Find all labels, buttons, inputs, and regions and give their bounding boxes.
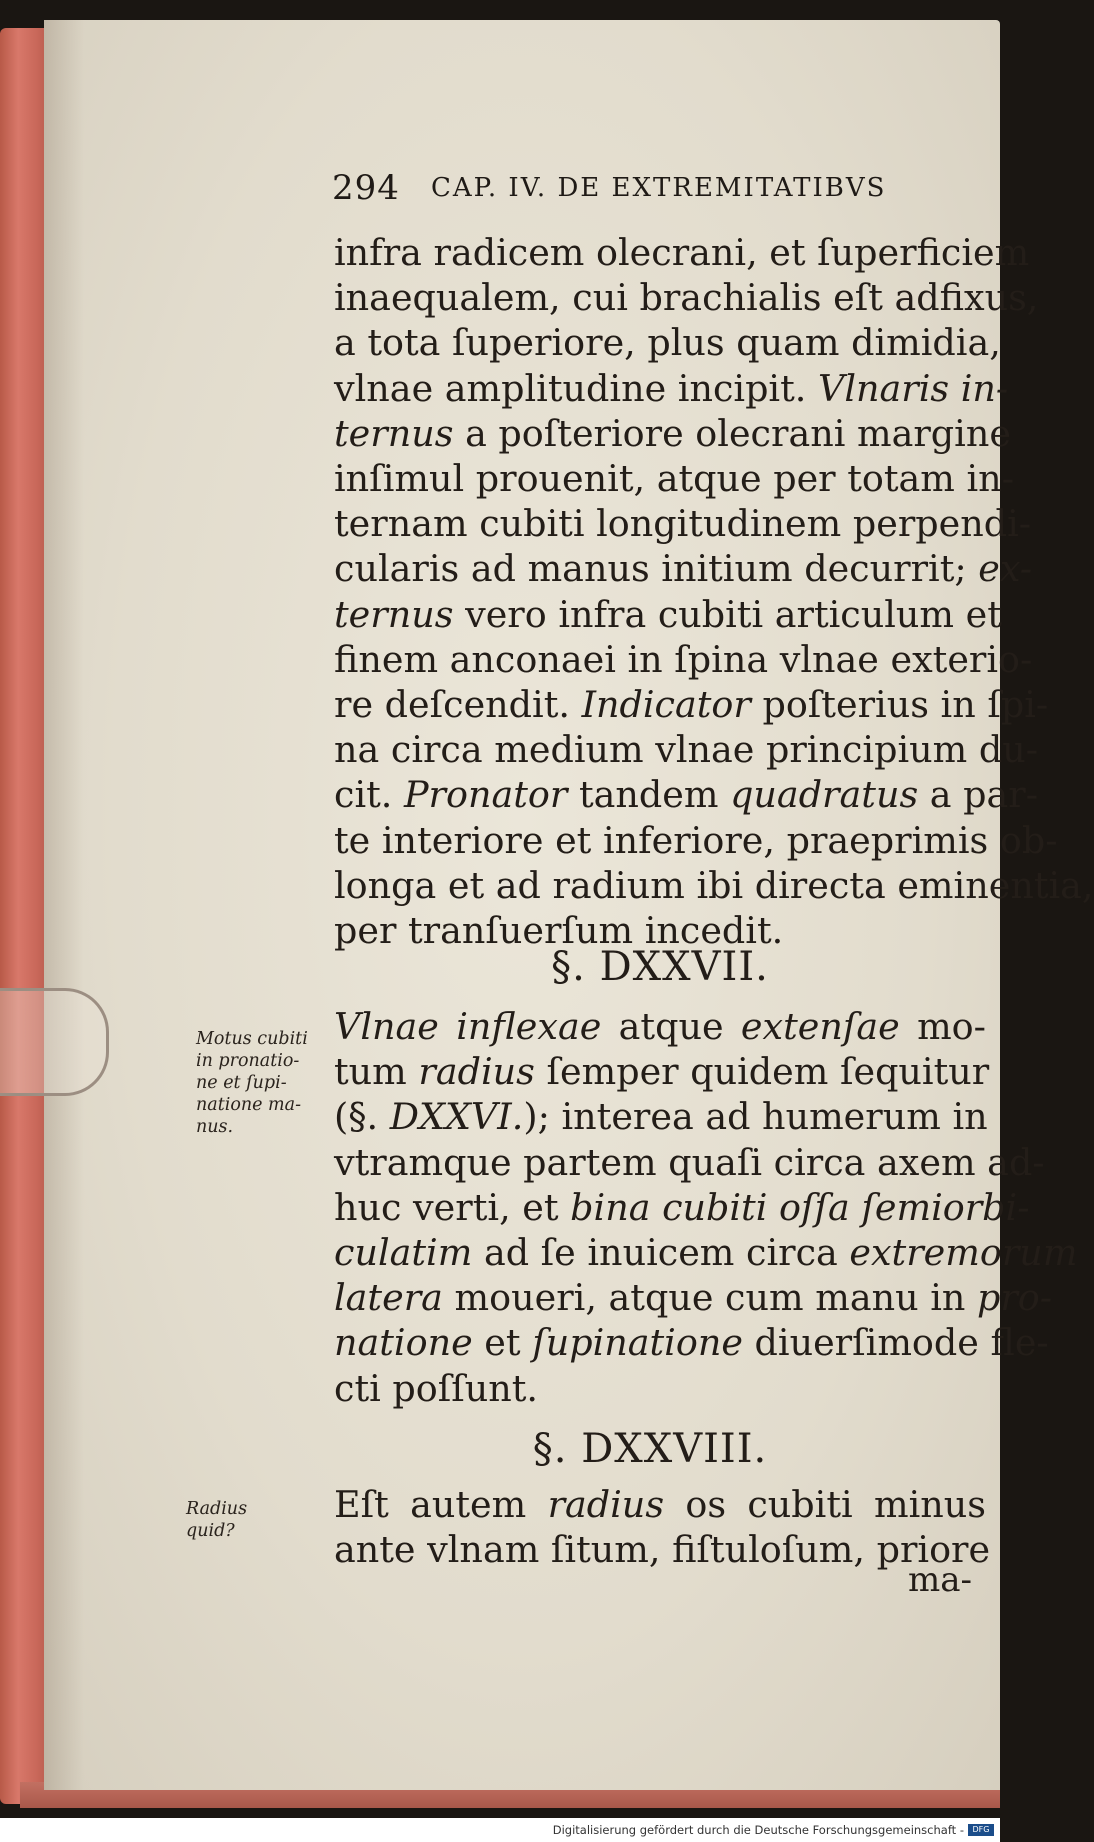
paragraph-1-line: per tranſuerſum incedit.: [334, 909, 784, 953]
italic-term: Pronator: [404, 773, 568, 817]
running-head: [332, 168, 972, 218]
paragraph-528-line: Eſt autem radius os cubiti minus: [334, 1483, 986, 1526]
footer-bar: [0, 1818, 1000, 1842]
italic-term: radius: [418, 1050, 535, 1094]
paragraph-527-line: latera moueri, atque cum manu in pro-: [334, 1276, 1053, 1320]
italic-term: Vlnae inflexae: [334, 1005, 602, 1048]
catchword: ma-: [908, 1560, 972, 1600]
italic-term: culatim: [334, 1231, 473, 1275]
section-heading-527: §. DXXVII.: [551, 944, 769, 990]
paragraph-527: [334, 1004, 1078, 1411]
italic-term: natione: [334, 1321, 473, 1365]
paragraph-1-line: finem anconaei in ſpina vlnae exterio-: [334, 637, 1033, 681]
italic-term: radius: [547, 1483, 665, 1526]
italic-term: bina cubiti oſſa ſemiorbi-: [570, 1185, 1030, 1229]
paragraph-527-line: tum radius ſemper quidem ſequitur: [334, 1050, 990, 1094]
marginal-note-528: [186, 1498, 322, 1542]
italic-term: Vlnaris in-: [817, 366, 1009, 410]
chapter-title: CAP. IV. DE EXTREMITATIBVS: [431, 173, 887, 203]
paragraph-1-line: cit. Pronator tandem quadratus a par-: [334, 773, 1039, 817]
page-number: 294: [332, 168, 400, 208]
footer-credit: Digitalisierung gefördert durch die Deutsche Forschungsgemeinschaft -: [552, 1823, 964, 1837]
marginal-note-line: Motus cubiti: [196, 1029, 308, 1049]
section-heading-528: §. DXXVIII.: [532, 1426, 768, 1472]
paragraph-527-line: (§. DXXVI.); interea ad humerum in: [334, 1095, 988, 1139]
marginal-note-line: in pronatio-: [196, 1051, 300, 1071]
italic-term: quadratus: [730, 773, 919, 817]
paragraph-1-line: inaequalem, cui brachialis eſt adfixus,: [334, 276, 1039, 320]
italic-term: pro-: [976, 1276, 1053, 1320]
bookmark-tab: [0, 988, 109, 1096]
italic-term: Indicator: [581, 683, 751, 727]
paragraph-1-line: longa et ad radium ibi directa eminentia,: [334, 863, 1094, 907]
paragraph-528: [334, 1482, 991, 1572]
paragraph-1-line: inſimul prouenit, atque per totam in-: [334, 457, 1015, 501]
italic-term: ſupinatione: [532, 1321, 743, 1365]
marginal-note-line: natione ma-: [196, 1095, 301, 1115]
paragraph-1-line: ternus vero infra cubiti articulum et: [334, 592, 1002, 636]
paragraph-1-line: vlnae amplitudine incipit. Vlnaris in-: [334, 366, 1009, 410]
paragraph-527-line: cti poſſunt.: [334, 1366, 539, 1410]
paragraph-1-line: te interiore et inferiore, praeprimis ob-: [334, 818, 1058, 862]
paragraph-1-line: re deſcendit. Indicator poſterius in ſpi-: [334, 683, 1049, 727]
italic-term: ternus: [334, 411, 454, 455]
paragraph-527-line: vtramque partem quaſi circa axem ad-: [334, 1140, 1045, 1184]
italic-term: ex-: [978, 547, 1033, 591]
paragraph-1-line: ternus a poſteriore olecrani margine: [334, 411, 1011, 455]
italic-term: latera: [334, 1276, 443, 1320]
paragraph-527-line: natione et ſupinatione diuerſimode fle-: [334, 1321, 1049, 1365]
italic-term: extremorum: [849, 1231, 1078, 1275]
marginal-note-line: quid?: [186, 1521, 235, 1541]
paragraph-527-line: huc verti, et bina cubiti oſſa ſemiorbi-: [334, 1185, 1030, 1229]
paragraph-1-line: a tota ſuperiore, plus quam dimidia,: [334, 321, 1001, 365]
paragraph-527-line: culatim ad ſe inuicem circa extremorum: [334, 1231, 1078, 1275]
marginal-note-527: [196, 1028, 332, 1138]
paragraph-1-line: na circa medium vlnae principium du-: [334, 728, 1039, 772]
italic-term: DXXVI.: [389, 1095, 524, 1139]
paragraph-527-line: Vlnae inflexae atque extenſae mo-: [334, 1005, 986, 1048]
paragraph-1: [334, 230, 1094, 953]
italic-term: ternus: [334, 592, 454, 636]
marginal-note-line: nus.: [196, 1117, 234, 1137]
marginal-note-line: ne et ſupi-: [196, 1073, 287, 1093]
dfg-logo-icon: DFG: [968, 1824, 994, 1836]
paragraph-528-line: ante vlnam ſitum, fiſtuloſum, priore: [334, 1528, 991, 1572]
marginal-note-line: Radius: [186, 1499, 248, 1519]
paragraph-1-line: cularis ad manus initium decurrit; ex-: [334, 547, 1033, 591]
paragraph-1-line: infra radicem olecrani, et ſuperficiem: [334, 231, 1030, 274]
italic-term: extenſae: [740, 1005, 900, 1048]
paragraph-1-line: ternam cubiti longitudinem perpendi-: [334, 502, 1032, 546]
